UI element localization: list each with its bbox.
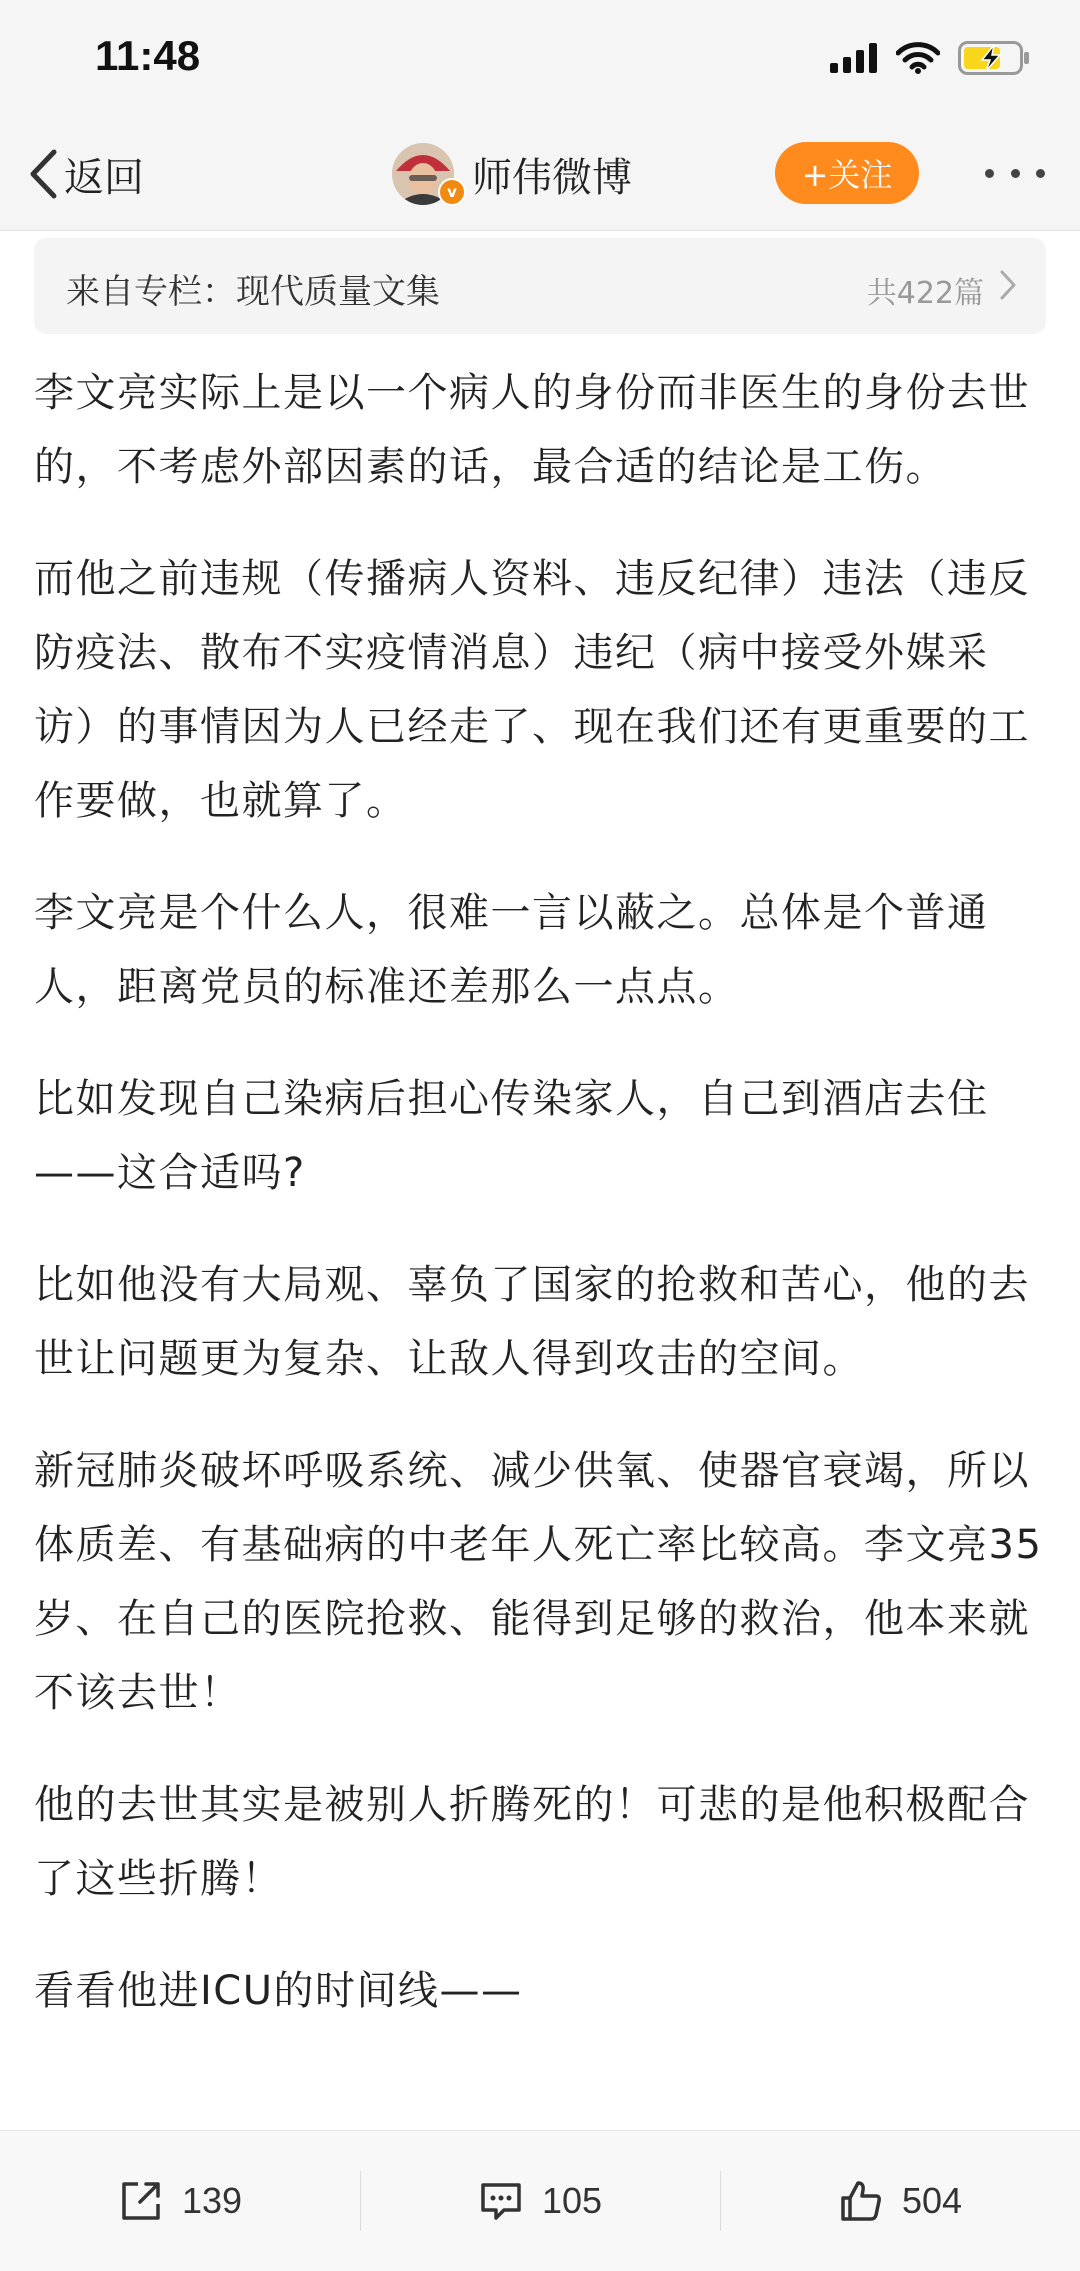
share-count: 139 (181, 2180, 243, 2221)
chevron-right-icon (998, 268, 1018, 302)
article-paragraph: 看看他进ICU的时间线—— (34, 1968, 523, 2014)
status-bar (0, 0, 1080, 118)
dot-icon (985, 169, 994, 178)
wifi-icon (896, 42, 940, 74)
account-name[interactable]: 师伟微博 (472, 154, 632, 201)
share-icon (118, 2178, 164, 2224)
comment-icon (478, 2178, 524, 2224)
comment-button[interactable] (360, 2131, 720, 2271)
action-bar (0, 2130, 1080, 2271)
dot-icon (1036, 169, 1045, 178)
follow-button[interactable]: +关注 (775, 142, 919, 204)
dot-icon (1011, 169, 1020, 178)
article-paragraph: 而他之前违规（传播病人资料、违反纪律）违法（违反防疫法、散布不实疫情消息）违纪（病中接受外媒采访）的事情因为人已经走了、现在我们还有更重要的工作要做，也就算了。 (34, 556, 1030, 824)
article-paragraph: 他的去世其实是被别人折腾死的！可悲的是他积极配合了这些折腾！ (34, 1782, 1030, 1902)
article-paragraph: 新冠肺炎破坏呼吸系统、减少供氧、使器官衰竭，所以体质差、有基础病的中老年人死亡率比较高。李文亮35岁、在自己的医院抢救、能得到足够的救治，他本来就不该去世！ (34, 1448, 1043, 1716)
profile-header[interactable] (392, 140, 632, 208)
share-button[interactable] (0, 2131, 360, 2271)
column-article-count: 共422篇 (866, 276, 984, 311)
back-label: 返回 (64, 154, 144, 201)
comment-count: 105 (541, 2180, 603, 2221)
nav-bar (0, 118, 1080, 231)
like-count: 504 (901, 2180, 963, 2221)
article-paragraph: 李文亮是个什么人，很难一言以蔽之。总体是个普通人，距离党员的标准还差那么一点点。 (34, 890, 989, 1010)
column-card[interactable] (34, 238, 1046, 334)
article-paragraph: 比如他没有大局观、辜负了国家的抢救和苦心，他的去世让问题更为复杂、让敌人得到攻击的空间。 (34, 1262, 1030, 1382)
back-button[interactable] (28, 142, 144, 206)
article-body (34, 356, 1046, 2066)
article-paragraph: 比如发现自己染病后担心传染家人，自己到酒店去住——这合适吗? (34, 1076, 989, 1196)
thumbs-up-icon (838, 2178, 884, 2224)
status-time: 11:48 (95, 32, 201, 79)
column-label: 来自专栏：现代质量文集 (66, 272, 440, 312)
cellular-signal-icon (830, 43, 878, 73)
status-icons (830, 38, 1030, 78)
chevron-left-icon (28, 148, 58, 200)
more-options-button[interactable] (985, 148, 1045, 198)
like-button[interactable] (720, 2131, 1080, 2271)
verified-badge-icon: v (438, 178, 466, 206)
article-paragraph: 李文亮实际上是以一个病人的身份而非医生的身份去世的，不考虑外部因素的话，最合适的结论是工伤。 (34, 370, 1030, 490)
battery-charging-icon (958, 41, 1030, 75)
